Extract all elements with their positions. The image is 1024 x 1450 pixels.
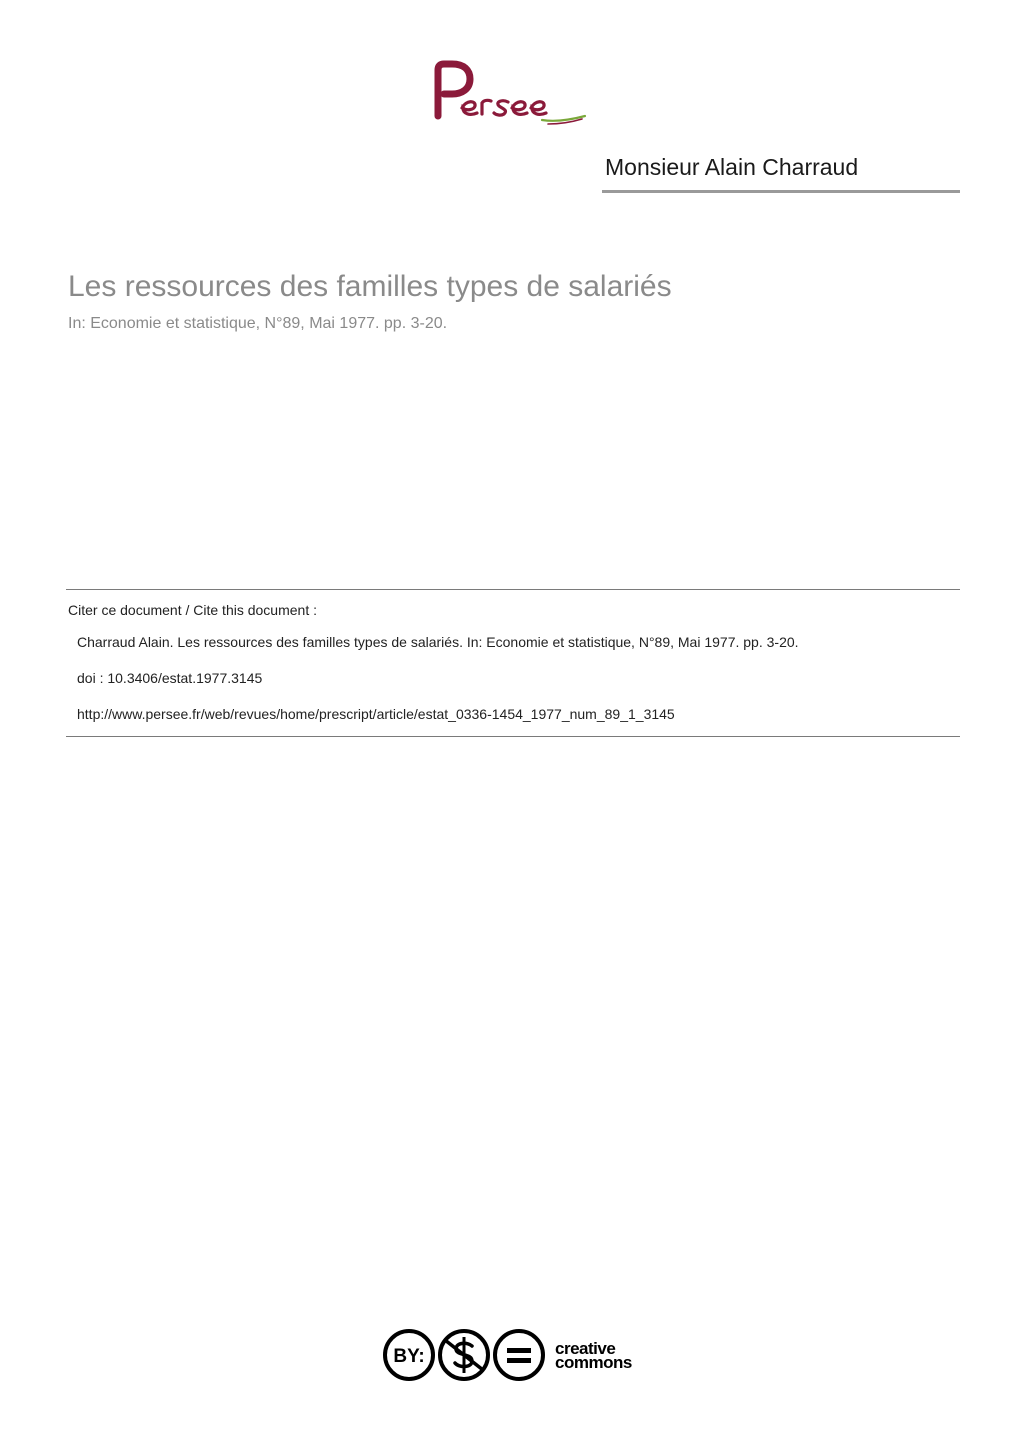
citation-url-link[interactable]: http://www.persee.fr/web/revues/home/prescript/article/estat_0336-1454_1977_num_89_1_3145 xyxy=(77,706,675,722)
author-name: Monsieur Alain Charraud xyxy=(605,154,859,180)
creative-commons-by-nc-nd-icon[interactable] xyxy=(382,1326,644,1384)
cc-by-label: BY: xyxy=(393,1346,425,1367)
citation-block xyxy=(66,589,960,737)
cc-brand-line1: creative xyxy=(555,1339,616,1358)
article-source: In: Economie et statistique, N°89, Mai 1977. pp. 3-20. xyxy=(68,315,448,332)
article-title: Les ressources des familles types de salariés xyxy=(68,270,672,303)
citation-heading: Citer ce document / Cite this document : xyxy=(68,602,317,618)
citation-reference: Charraud Alain. Les ressources des familles types de salariés. In: Economie et statistique, N°89, Mai 1977. pp. 3-20. xyxy=(77,634,799,650)
author-box xyxy=(602,152,960,193)
cc-brand-line2: commons xyxy=(555,1353,632,1372)
persee-logo-icon xyxy=(430,58,595,133)
citation-doi: doi : 10.3406/estat.1977.3145 xyxy=(77,670,263,686)
